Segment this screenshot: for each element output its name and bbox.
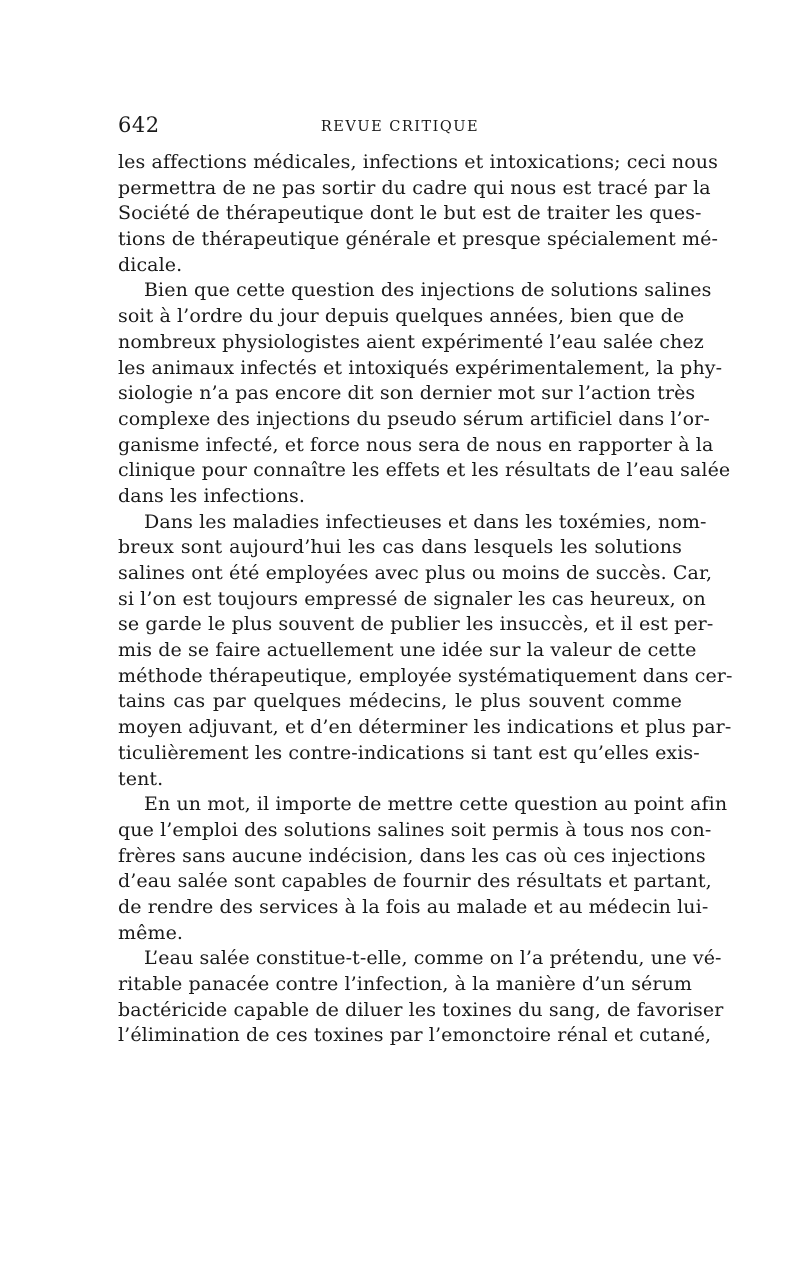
text-line: siologie n’a pas encore dit son dernier mot sur l’action très xyxy=(118,382,696,405)
text-line: breux sont aujourd’hui les cas dans lesquels les solutions xyxy=(118,536,682,559)
text-line: clinique pour connaître les effets et les résultats de l’eau salée xyxy=(118,459,731,482)
running-title: REVUE CRITIQUE xyxy=(320,119,480,135)
text-line: mis de se faire actuellement une idée sur la valeur de cette xyxy=(118,639,697,662)
text-line: moyen adjuvant, et d’en déterminer les indications et plus par- xyxy=(118,716,732,739)
text-line: l’élimination de ces toxines par l’emonctoire rénal et cutané, xyxy=(118,1024,712,1047)
text-line: les affections médicales, infections et intoxications; ceci nous xyxy=(118,151,718,173)
text-line: tains cas par quelques médecins, le plus souvent comme xyxy=(118,690,682,713)
text-line: se garde le plus souvent de publier les insuccès, et il est per- xyxy=(118,613,714,636)
page-header xyxy=(118,113,682,143)
body-text xyxy=(118,150,733,1049)
text-line: permettra de ne pas sortir du cadre qui nous est tracé par la xyxy=(118,176,711,199)
text-line: dans les infections. xyxy=(118,484,306,507)
text-line: même. xyxy=(118,921,184,944)
text-line: Société de thérapeutique dont le but est de traiter les ques- xyxy=(118,202,702,225)
text-line: dicale. xyxy=(118,253,183,276)
text-line: ritable panacée contre l’infection, à la manière d’un sérum xyxy=(118,973,693,995)
text-line: ganisme infecté, et force nous sera de nous en rapporter à la xyxy=(118,433,714,456)
text-line: salines ont été employées avec plus ou moins de succès. Car, xyxy=(118,562,713,584)
paragraph xyxy=(118,150,718,278)
text-line: si l’on est toujours empressé de signaler les cas heureux, on xyxy=(118,587,706,610)
page-number: 642 xyxy=(118,113,160,137)
text-line: tions de thérapeutique générale et presque spécialement mé- xyxy=(118,228,718,251)
text-line: nombreux physiologistes aient expérimenté l’eau salée chez xyxy=(118,330,704,353)
text-line: les animaux infectés et intoxiqués expérimentalement, la phy- xyxy=(118,356,723,379)
text-line: ticulièrement les contre-indications si tant est qu’elles exis- xyxy=(118,741,700,764)
text-line: Dans les maladies infectieuses et dans les toxémies, nom- xyxy=(144,510,707,533)
text-line: de rendre des services à la fois au malade et au médecin lui- xyxy=(118,895,709,918)
text-line: frères sans aucune indécision, dans les cas où ces injections xyxy=(118,844,706,867)
text-line: Bien que cette question des injections de solutions salines xyxy=(144,279,712,302)
text-line: d’eau salée sont capables de fournir des résultats et partant, xyxy=(118,870,712,893)
paragraph xyxy=(118,278,731,509)
text-line: En un mot, il importe de mettre cette question au point afin xyxy=(144,793,728,816)
text-line: complexe des injections du pseudo sérum artificiel dans l’or- xyxy=(118,407,710,430)
text-line: que l’emploi des solutions salines soit permis à tous nos con- xyxy=(118,818,712,841)
text-line: soit à l’ordre du jour depuis quelques années, bien que de xyxy=(118,305,685,328)
text-line: tent. xyxy=(118,767,164,790)
paragraph xyxy=(118,946,724,1049)
text-line: bactéricide capable de diluer les toxines du sang, de favoriser xyxy=(118,998,724,1021)
text-line: L’eau salée constitue-t-elle, comme on l’a prétendu, une vé- xyxy=(144,947,722,970)
paragraph xyxy=(118,510,733,793)
paragraph xyxy=(118,792,728,946)
text-line: méthode thérapeutique, employée systématiquement dans cer- xyxy=(118,664,733,687)
